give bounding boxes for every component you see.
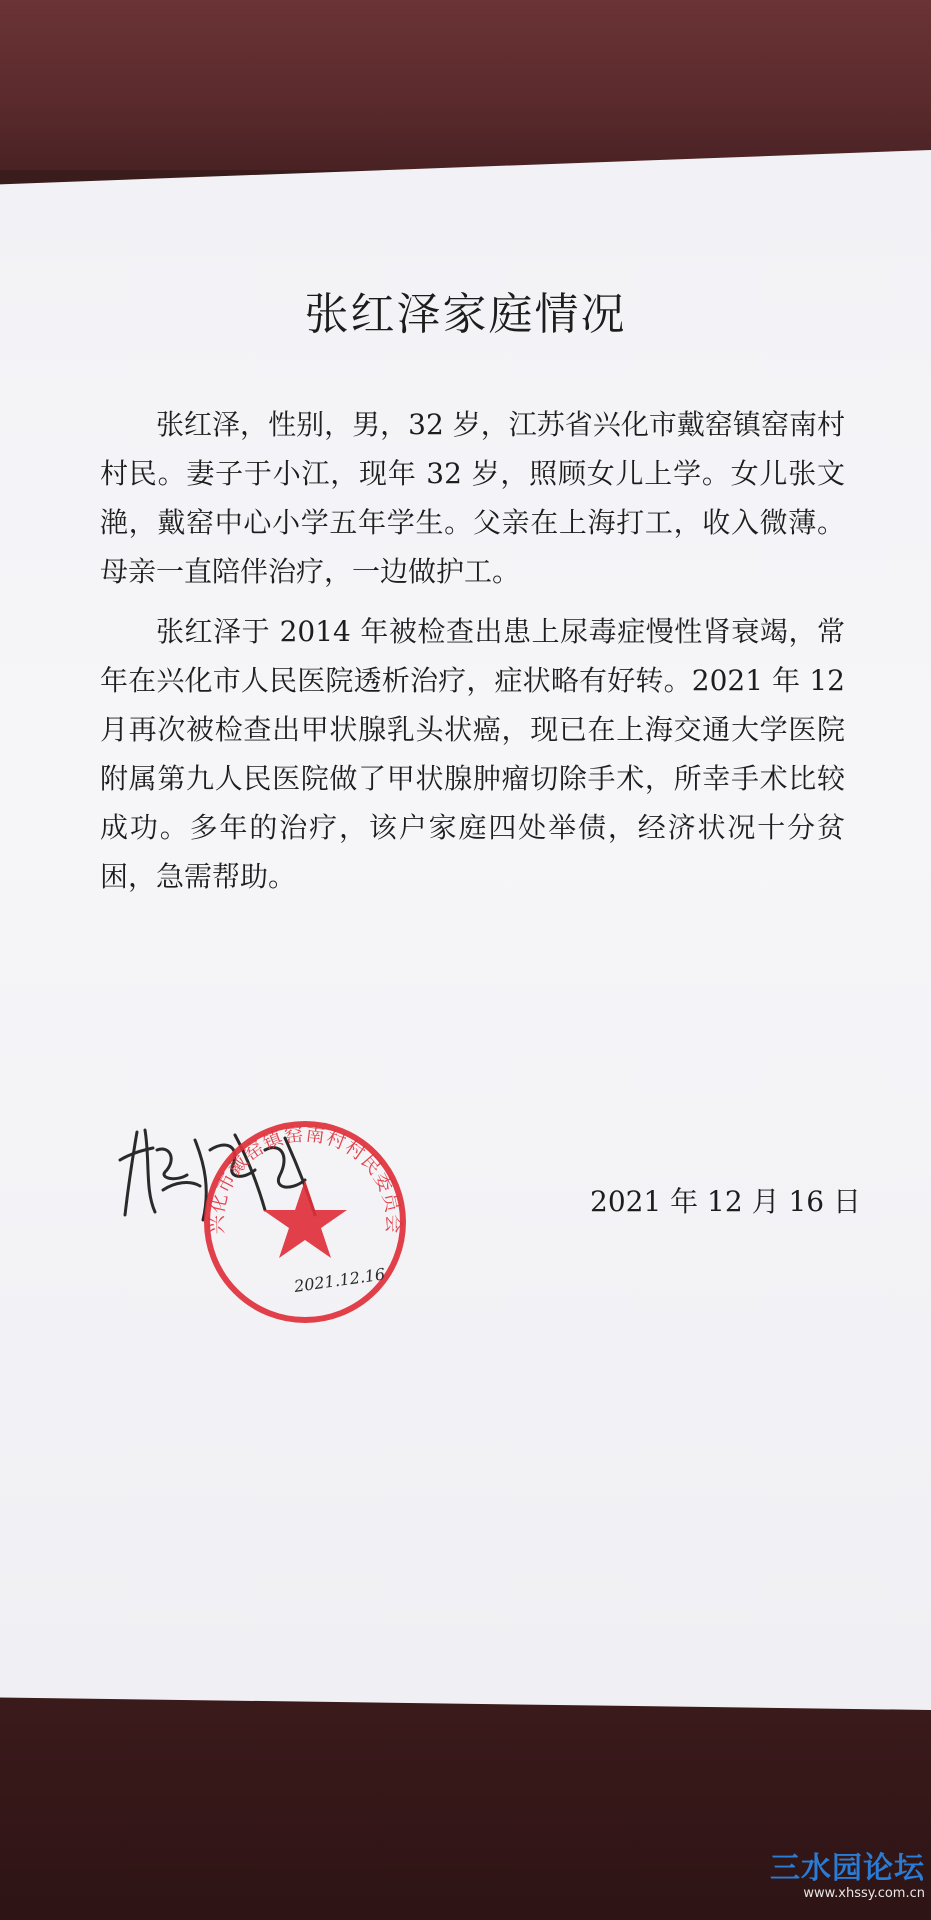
document-date: 2021 年 12 月 16 日 <box>590 1185 862 1218</box>
background-top <box>0 0 931 170</box>
star-icon <box>263 1180 347 1258</box>
paragraph-1: 张红泽，性别，男，32 岁，江苏省兴化市戴窑镇窑南村村民。妻子于小江，现年 32 岁，照顾女儿上学。女儿张文滟，戴窑中心小学五年学生。父亲在上海打工，收入微薄。母亲一直陪伴治疗，一边做护工。 <box>100 408 845 588</box>
watermark-title: 三水园论坛 <box>770 1851 925 1886</box>
official-seal <box>195 1112 415 1332</box>
document-body <box>100 400 845 912</box>
watermark-url: www.xhssy.com.cn <box>803 1886 925 1901</box>
paper-sheet <box>0 150 931 1710</box>
seal-text: 兴化市戴窑镇窑南村村民委员会 <box>205 1123 405 1235</box>
paragraph-2: 张红泽于 2014 年被检查出患上尿毒症慢性肾衰竭，常年在兴化市人民医院透析治疗，症状略有好转。2021 年 12 月再次被检查出甲状腺乳头状癌，现已在上海交通大学医院附属第九人民医院做了甲状腺肿瘤切除手术，所幸手术比较成功。多年的治疗，该户家庭四处举债，经济状况十分贫困，急需帮助。 <box>100 615 845 893</box>
document-title: 张红泽家庭情况 <box>304 289 627 340</box>
watermark <box>755 1852 925 1902</box>
seal-handwritten-date: 2021.12.16 <box>292 1264 387 1296</box>
